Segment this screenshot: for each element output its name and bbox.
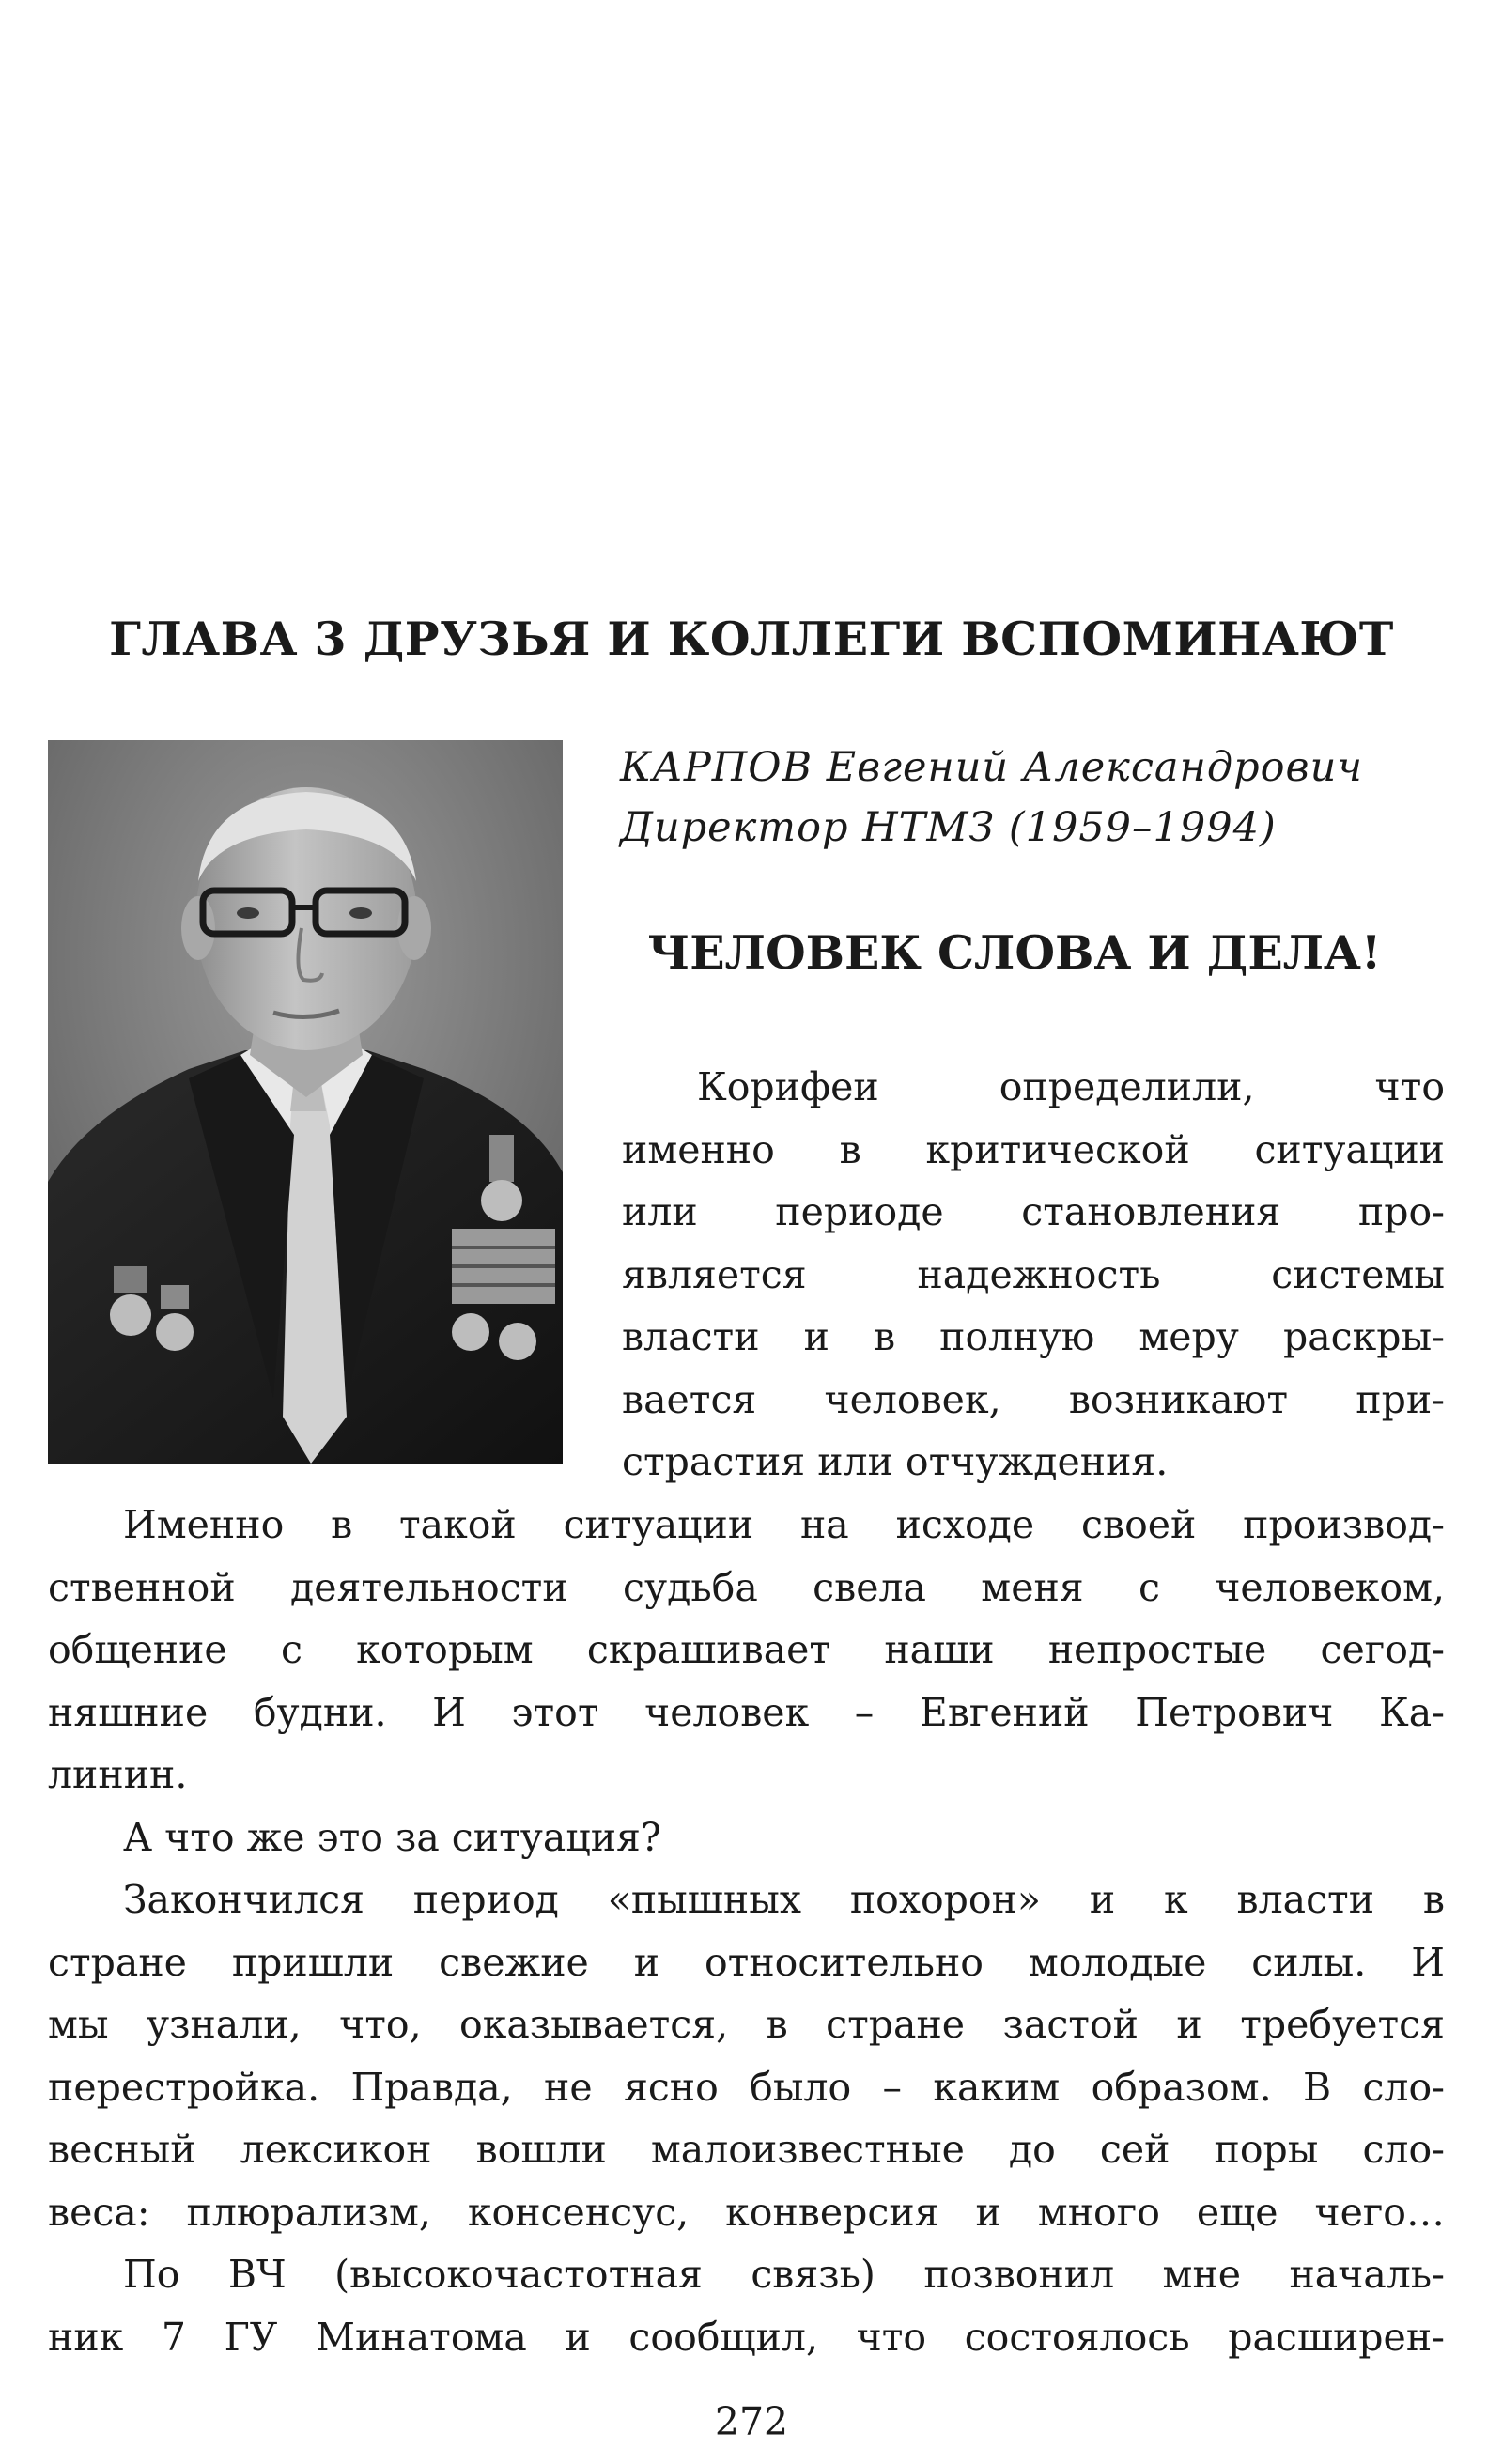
- text-line: Корифеи определили, что: [697, 1064, 1445, 1109]
- text-line: ственной деятельности судьба свела меня с человеком,: [48, 1564, 1445, 1610]
- right-column-paragraph: [622, 1056, 1445, 1494]
- text-line: вается человек, возникают при-: [622, 1376, 1445, 1422]
- chapter-title: ГЛАВА 3 ДРУЗЬЯ И КОЛЛЕГИ ВСПОМИНАЮТ: [109, 612, 1394, 666]
- text-line: весный лексикон вошли малоизвестные до сей поры сло-: [48, 2127, 1445, 2172]
- text-line: страстия или отчуждения.: [622, 1439, 1169, 1484]
- text-line: мы узнали, что, оказывается, в стране застой и требуется: [48, 2002, 1445, 2047]
- article-title: ЧЕЛОВЕК СЛОВА И ДЕЛА!: [647, 925, 1382, 980]
- author-position: Директор НТМЗ (1959–1994): [620, 804, 1277, 851]
- author-name: КАРПОВ Евгений Александрович: [620, 744, 1364, 791]
- text-line: Закончился период «пышных похорон» и к власти в: [123, 1877, 1445, 1922]
- text-line: няшние будни. И этот человек – Евгений Петрович Ка-: [48, 1689, 1445, 1735]
- portrait-photo: [48, 740, 563, 1464]
- portrait-illustration: [48, 740, 563, 1464]
- author-block: [620, 737, 1465, 858]
- text-line: ник 7 ГУ Минатома и сообщил, что состоялось расширен-: [48, 2314, 1445, 2360]
- text-line: По ВЧ (высокочастотная связь) позвонил мне началь-: [123, 2252, 1445, 2297]
- text-line: веса: плюрализм, консенсус, конверсия и много еще чего…: [48, 2189, 1445, 2235]
- text-line: общение с которым скрашивает наши непростые сегод-: [48, 1627, 1445, 1672]
- text-line: Именно в такой ситуации на исходе своей производ-: [123, 1502, 1445, 1547]
- text-line: А что же это за ситуация?: [123, 1814, 661, 1860]
- page-number: 272: [714, 2399, 789, 2444]
- text-line: является надежность системы: [622, 1251, 1445, 1297]
- text-line: перестройка. Правда, не ясно было – каким образом. В сло-: [48, 2064, 1445, 2110]
- body-text: [48, 1494, 1445, 2368]
- text-line: или периоде становления про-: [622, 1189, 1445, 1234]
- text-line: стране пришли свежие и относительно молодые силы. И: [48, 1939, 1445, 1985]
- text-line: власти и в полную меру раскры-: [622, 1314, 1445, 1359]
- text-line: линин.: [48, 1752, 188, 1797]
- text-line: именно в критической ситуации: [622, 1126, 1445, 1172]
